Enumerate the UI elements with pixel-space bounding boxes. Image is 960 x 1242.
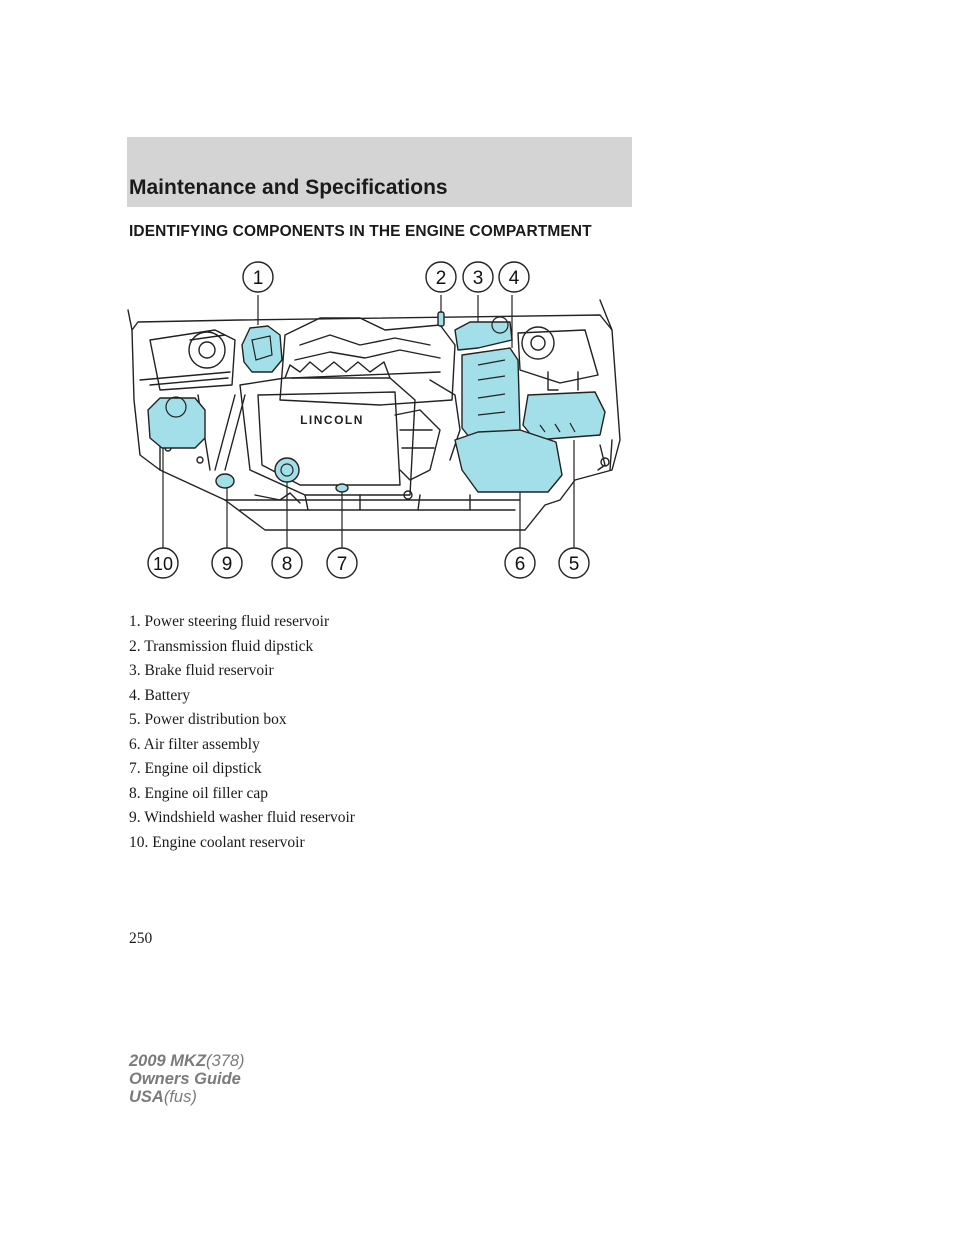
battery bbox=[462, 348, 520, 438]
legend-item: 5. Power distribution box bbox=[129, 711, 287, 728]
legend-item: 1. Power steering fluid reservoir bbox=[129, 613, 330, 630]
callout-9-label: 9 bbox=[221, 554, 233, 575]
callout-7-label: 7 bbox=[336, 554, 348, 575]
footer-market: USA bbox=[129, 1088, 164, 1106]
callout-1 bbox=[243, 262, 273, 292]
legend-item: 3. Brake fluid reservoir bbox=[129, 662, 274, 679]
callout-4 bbox=[499, 262, 529, 292]
callout-8 bbox=[272, 548, 302, 578]
power-steering-reservoir bbox=[242, 326, 282, 372]
engine-logo-text: LINCOLN bbox=[300, 413, 364, 427]
brake-fluid-reservoir bbox=[455, 322, 512, 350]
air-filter-assembly bbox=[455, 430, 562, 492]
page-heading: IDENTIFYING COMPONENTS IN THE ENGINE COMPARTMENT bbox=[129, 223, 592, 240]
callout-9 bbox=[212, 548, 242, 578]
callout-10-label: 10 bbox=[152, 554, 174, 574]
callout-6 bbox=[505, 548, 535, 578]
callout-7 bbox=[327, 548, 357, 578]
component-legend bbox=[129, 610, 355, 855]
callout-3 bbox=[463, 262, 493, 292]
page-number: 250 bbox=[129, 930, 153, 947]
footer-model: 2009 MKZ bbox=[129, 1052, 207, 1070]
transmission-dipstick bbox=[438, 312, 444, 326]
oil-filler-cap bbox=[275, 458, 299, 482]
legend-item: 9. Windshield washer fluid reservoir bbox=[129, 809, 355, 826]
callout-4-label: 4 bbox=[508, 268, 520, 289]
callout-5 bbox=[559, 548, 589, 578]
callout-3-label: 3 bbox=[472, 268, 484, 289]
engine-compartment-diagram bbox=[120, 255, 640, 585]
coolant-reservoir bbox=[148, 398, 205, 448]
legend-item: 2. Transmission fluid dipstick bbox=[129, 637, 314, 655]
footer-model-code: (378) bbox=[206, 1052, 245, 1070]
legend-item: 8. Engine oil filler cap bbox=[129, 784, 269, 802]
callout-2 bbox=[426, 262, 456, 292]
callout-1-label: 1 bbox=[252, 268, 264, 289]
document-footer bbox=[129, 1052, 245, 1106]
callout-2-label: 2 bbox=[435, 268, 447, 289]
callout-6-label: 6 bbox=[514, 554, 526, 575]
callout-10 bbox=[148, 548, 178, 578]
legend-item: 6. Air filter assembly bbox=[129, 735, 260, 753]
section-title: Maintenance and Specifications bbox=[129, 176, 448, 199]
legend-item: 7. Engine oil dipstick bbox=[129, 760, 262, 777]
legend-item: 4. Battery bbox=[129, 686, 191, 704]
footer-market-code: (fus) bbox=[163, 1088, 197, 1106]
washer-fluid-cap bbox=[216, 474, 234, 488]
oil-dipstick-handle bbox=[336, 484, 348, 492]
engine-cover bbox=[240, 378, 415, 495]
callout-5-label: 5 bbox=[568, 554, 580, 575]
legend-item: 10. Engine coolant reservoir bbox=[129, 833, 305, 851]
power-distribution-box bbox=[523, 392, 605, 440]
footer-guide: Owners Guide bbox=[129, 1070, 241, 1088]
callout-8-label: 8 bbox=[281, 554, 293, 575]
